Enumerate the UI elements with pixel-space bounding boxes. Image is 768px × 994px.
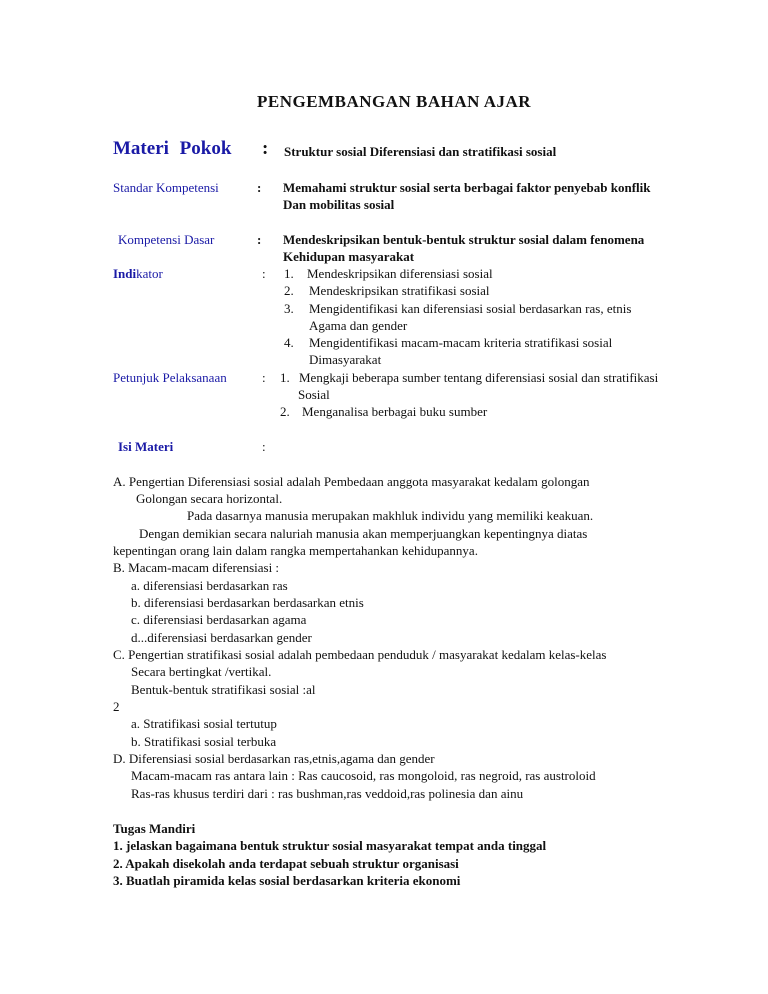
- content-c-item: a. Stratifikasi sosial tertutup: [131, 716, 277, 731]
- materi-pokok-label: Materi Pokok: [113, 138, 232, 159]
- petunjuk-item-text: Menganalisa berbagai buku sumber: [302, 404, 488, 419]
- indikator-item-text: Mendeskripsikan stratifikasi sosial: [309, 283, 490, 298]
- indikator-item-text: Mengidentifikasi macam-macam kriteria stratifikasi sosial: [309, 335, 613, 350]
- isi-materi-colon: :: [262, 439, 266, 454]
- materi-pokok-colon: :: [262, 138, 269, 159]
- petunjuk-item-num: 1.: [280, 370, 290, 385]
- content-c-item: b. Stratifikasi sosial terbuka: [131, 734, 277, 749]
- content-c-line3: Bentuk-bentuk stratifikasi sosial :al: [131, 682, 316, 697]
- page-title: PENGEMBANGAN BAHAN AJAR: [257, 92, 532, 111]
- petunjuk-item-num: 2.: [280, 404, 290, 419]
- tugas-item: 3. Buatlah piramida kelas sosial berdasarkan kriteria ekonomi: [113, 873, 461, 888]
- indikator-item-text-cont: Dimasyarakat: [309, 352, 382, 367]
- content-a-line4: Dengan demikian secara naluriah manusia akan memperjuangkan kepentingnya diatas: [139, 526, 588, 541]
- content-a-line2: Golongan secara horizontal.: [136, 491, 283, 506]
- isi-materi-label: Isi Materi: [118, 439, 174, 454]
- indikator-item-text: Mengidentifikasi kan diferensiasi sosial berdasarkan ras, etnis: [309, 301, 632, 316]
- content-b-item: b. diferensiasi berdasarkan berdasarkan etnis: [131, 595, 364, 610]
- content-b-heading: B. Macam-macam diferensiasi :: [113, 560, 280, 575]
- indikator-item-num: 2.: [284, 283, 294, 298]
- kompetensi-dasar-line1: Mendeskripsikan bentuk-bentuk struktur sosial dalam fenomena: [283, 232, 645, 247]
- kompetensi-dasar-line2: Kehidupan masyarakat: [283, 249, 415, 264]
- indikator-item-num: 1.: [284, 266, 294, 281]
- materi-pokok-value: Struktur sosial Diferensiasi dan stratifikasi sosial: [284, 144, 557, 159]
- petunjuk-item-text-cont: Sosial: [298, 387, 330, 402]
- content-a-line3: Pada dasarnya manusia merupakan makhluk individu yang memiliki keakuan.: [187, 508, 594, 523]
- content-c-line2: Secara bertingkat /vertikal.: [131, 664, 272, 679]
- indikator-item-num: 4.: [284, 335, 294, 350]
- standar-kompetensi-colon: :: [257, 180, 262, 195]
- indikator-label: [113, 265, 163, 282]
- petunjuk-colon: :: [262, 370, 266, 385]
- indikator-label-rest: kator: [136, 266, 163, 281]
- content-d-line3: Ras-ras khusus terdiri dari : ras bushman,ras veddoid,ras polinesia dan ainu: [131, 786, 524, 801]
- content-b-item: c. diferensiasi berdasarkan agama: [131, 612, 307, 627]
- tugas-item: 1. jelaskan bagaimana bentuk struktur sosial masyarakat tempat anda tinggal: [113, 838, 547, 853]
- content-b-item: d...diferensiasi berdasarkan gender: [131, 630, 312, 645]
- content-c-line1: C. Pengertian stratifikasi sosial adalah pembedaan penduduk / masyarakat kedalam kelas-kelas: [113, 647, 607, 662]
- tugas-item: 2. Apakah disekolah anda terdapat sebuah struktur organisasi: [113, 856, 459, 871]
- indikator-item-num: 3.: [284, 301, 294, 316]
- standar-kompetensi-label: Standar Kompetensi: [113, 180, 219, 195]
- content-a-line1: A. Pengertian Diferensiasi sosial adalah Pembedaan anggota masyarakat kedalam golongan: [113, 474, 590, 489]
- page-number: 2: [113, 699, 120, 714]
- indikator-colon: :: [262, 266, 266, 281]
- content-b-item: a. diferensiasi berdasarkan ras: [131, 578, 288, 593]
- standar-kompetensi-line2: Dan mobilitas sosial: [283, 197, 395, 212]
- content-d-line1: D. Diferensiasi sosial berdasarkan ras,etnis,agama dan gender: [113, 751, 435, 766]
- standar-kompetensi-line1: Memahami struktur sosial serta berbagai faktor penyebab konflik: [283, 180, 651, 195]
- kompetensi-dasar-colon: :: [257, 232, 262, 247]
- petunjuk-item-text: Mengkaji beberapa sumber tentang diferensiasi sosial dan stratifikasi: [299, 370, 659, 385]
- content-a-line5: kepentingan orang lain dalam rangka mempertahankan kehidupannya.: [113, 543, 478, 558]
- tugas-title: Tugas Mandiri: [113, 821, 196, 836]
- indikator-item-text-cont: Agama dan gender: [309, 318, 408, 333]
- petunjuk-label: Petunjuk Pelaksanaan: [113, 370, 227, 385]
- indikator-label-bold: Indi: [113, 266, 137, 281]
- kompetensi-dasar-label: Kompetensi Dasar: [118, 232, 215, 247]
- content-d-line2: Macam-macam ras antara lain : Ras caucosoid, ras mongoloid, ras negroid, ras austroloid: [131, 768, 596, 783]
- indikator-item-text: Mendeskripsikan diferensiasi sosial: [307, 266, 493, 281]
